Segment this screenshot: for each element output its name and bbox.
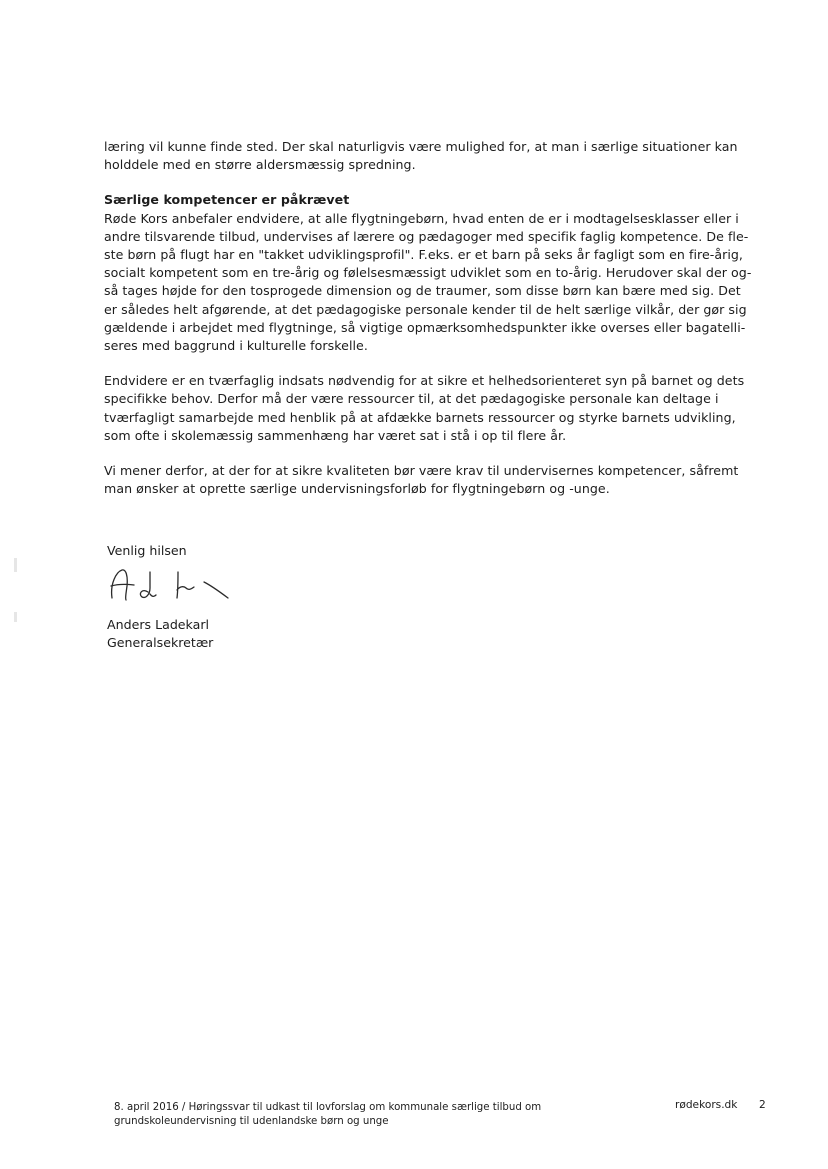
closing-greeting: Venlig hilsen	[107, 543, 187, 558]
footer-line: 8. april 2016 / Høringssvar til udkast til lovforslag om kommunale særlige tilbud om	[114, 1102, 542, 1113]
signer-title: Generalsekretær	[107, 635, 214, 650]
paragraph-line: gældende i arbejdet med flygtninge, så vigtige opmærksomhedspunkter ikke overses eller bagatelli-	[104, 319, 746, 335]
paragraph-line: så tages højde for den tosprogede dimension og de traumer, som disse børn kan bære med sig. Det	[104, 283, 741, 299]
footer-line: grundskoleundervisning til udenlandske børn og unge	[114, 1116, 389, 1127]
scan-mark	[14, 558, 17, 572]
paragraph-line: Vi mener derfor, at der for at sikre kvaliteten bør være krav til undervisernes kompetencer, såfremt	[104, 463, 739, 479]
footer-reference	[114, 1101, 584, 1129]
paragraph-line: er således helt afgørende, at det pædagogiske personale kender til de helt særlige vilkår, der gør sig	[104, 301, 747, 317]
paragraph-line: ste børn på flugt har en "takket udviklingsprofil". F.eks. er et barn på seks år fagligt som en fire-årig,	[104, 247, 743, 263]
paragraph-line: holddele med en større aldersmæssig spredning.	[104, 157, 416, 173]
paragraph-4	[104, 462, 739, 498]
paragraph-line: tværfagligt samarbejde med henblik på at afdække barnets ressourcer og styrke barnets udvikling,	[104, 409, 736, 425]
paragraph-line: specifikke behov. Derfor må der være ressourcer til, at det pædagogiske personale kan deltage i	[104, 391, 719, 407]
paragraph-line: man ønsker at oprette særlige undervisningsforløb for flygtningebørn og -unge.	[104, 481, 610, 497]
paragraph-line: læring vil kunne finde sted. Der skal naturligvis være mulighed for, at man i særlige situationer kan	[104, 139, 738, 154]
page-number: 2	[759, 1099, 766, 1111]
paragraph-line: seres med baggrund i kulturelle forskelle.	[104, 338, 368, 354]
signer-block	[107, 616, 213, 652]
handwritten-signature	[108, 564, 238, 612]
paragraph-line: Røde Kors anbefaler endvidere, at alle flygtningebørn, hvad enten de er i modtagelsesklasser eller i	[104, 210, 739, 226]
signer-name: Anders Ladekarl	[107, 617, 210, 632]
section-heading: Særlige kompetencer er påkrævet	[104, 192, 350, 208]
paragraph-line: socialt kompetent som en tre-årig og følelsesmæssigt udviklet som en to-årig. Herudover skal der og-	[104, 265, 752, 281]
paragraph-2	[104, 210, 752, 356]
paragraph-line: Endvidere er en tværfaglig indsats nødvendig for at sikre et helhedsorienteret syn på barnet og dets	[104, 373, 745, 389]
paragraph-3	[104, 372, 745, 445]
letter-body	[104, 138, 752, 498]
scan-mark	[14, 612, 17, 622]
paragraph-line: andre tilsvarende tilbud, undervises af lærere og pædagoger med specifik faglig kompetence. De fle-	[104, 228, 749, 244]
footer-website: rødekors.dk	[675, 1099, 738, 1111]
paragraph-line: som ofte i skolemæssig sammenhæng har været sat i stå i op til flere år.	[104, 427, 567, 443]
paragraph-1	[104, 138, 738, 174]
